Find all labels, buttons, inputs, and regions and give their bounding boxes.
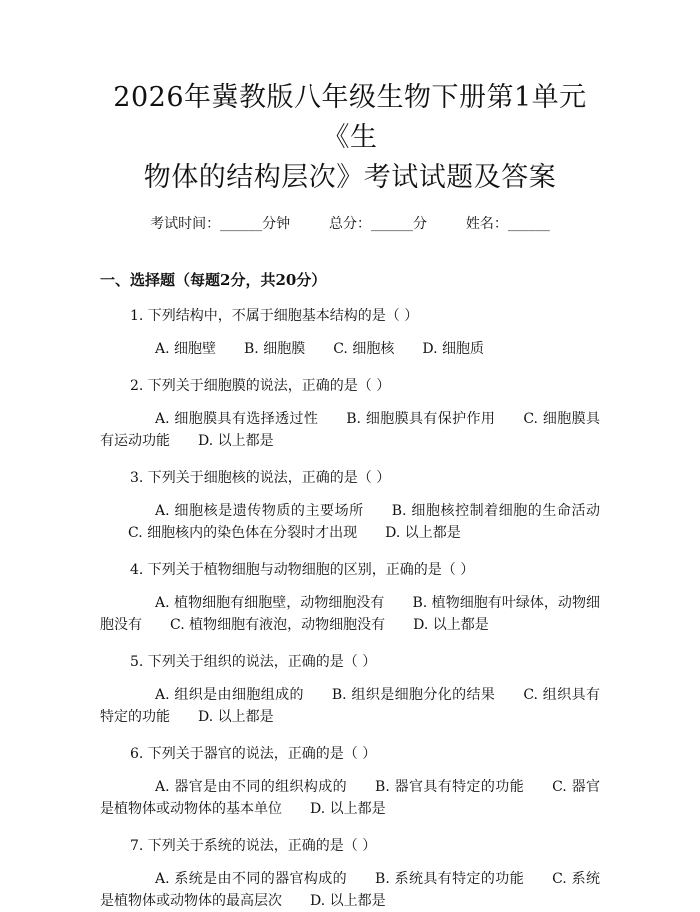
option-a: A. 系统是由不同的器官构成的 bbox=[155, 871, 348, 887]
option-b: B. 系统具有特定的功能 bbox=[375, 871, 525, 887]
student-name-field: 姓名：______ bbox=[465, 216, 550, 232]
option-b: B. 器官具有特定的功能 bbox=[375, 779, 525, 795]
option-d: D. 以上都是 bbox=[413, 617, 489, 633]
option-a: A. 细胞核是遗传物质的主要场所 bbox=[155, 503, 364, 519]
option-c: C. 细胞膜具有运动功能 bbox=[100, 411, 600, 449]
option-d: D. 以上都是 bbox=[385, 525, 461, 541]
option-a: A. 组织是由细胞组成的 bbox=[155, 687, 304, 703]
total-score-field: 总分：______分 bbox=[329, 216, 427, 232]
section-title-choice: 一、选择题（每题2分，共20分） bbox=[100, 271, 327, 289]
option-c: C. 器官是植物体或动物体的基本单位 bbox=[100, 779, 600, 817]
option-a: A. 器官是由不同的组织构成的 bbox=[155, 779, 348, 795]
question-4 bbox=[100, 560, 600, 636]
option-b: B. 细胞膜具有保护作用 bbox=[346, 411, 496, 427]
title-line-1: 2026年冀教版八年级生物下册第1单元《生 bbox=[113, 82, 587, 153]
question-stem: 6. 下列关于器官的说法，正确的是（ ） bbox=[130, 746, 377, 762]
exam-meta bbox=[100, 214, 600, 234]
option-b: B. 细胞膜 bbox=[244, 341, 306, 357]
question-stem: 1. 下列结构中，不属于细胞基本结构的是（ ） bbox=[130, 308, 419, 324]
question-1 bbox=[100, 306, 600, 360]
option-c: C. 细胞核 bbox=[333, 341, 395, 357]
exam-title bbox=[100, 78, 600, 198]
question-options bbox=[100, 776, 600, 820]
option-b: B. 细胞核控制着细胞的生命活动 bbox=[391, 503, 600, 519]
option-d: D. 细胞质 bbox=[422, 341, 484, 357]
option-b: B. 组织是细胞分化的结果 bbox=[331, 687, 496, 703]
option-c: C. 细胞核内的染色体在分裂时才出现 bbox=[128, 525, 358, 541]
option-b: B. 植物细胞有叶绿体，动物细胞没有 bbox=[100, 595, 600, 633]
option-d: D. 以上都是 bbox=[198, 709, 274, 725]
question-options bbox=[100, 868, 600, 912]
question-5 bbox=[100, 652, 600, 728]
question-stem: 7. 下列关于系统的说法，正确的是（ ） bbox=[130, 838, 377, 854]
option-c: C. 组织具有特定的功能 bbox=[100, 687, 600, 725]
question-options bbox=[100, 408, 600, 452]
option-d: D. 以上都是 bbox=[198, 433, 274, 449]
option-d: D. 以上都是 bbox=[310, 801, 386, 817]
question-stem: 4. 下列关于植物细胞与动物细胞的区别，正确的是（ ） bbox=[130, 562, 475, 578]
question-stem: 3. 下列关于细胞核的说法，正确的是（ ） bbox=[130, 470, 391, 486]
question-7 bbox=[100, 836, 600, 912]
option-c: C. 植物细胞有液泡，动物细胞没有 bbox=[170, 617, 386, 633]
option-a: A. 植物细胞有细胞壁，动物细胞没有 bbox=[155, 595, 385, 611]
option-d: D. 以上都是 bbox=[310, 893, 386, 909]
question-options bbox=[100, 592, 600, 636]
exam-time-field: 考试时间：______分钟 bbox=[150, 216, 291, 232]
option-a: A. 细胞壁 bbox=[155, 341, 217, 357]
question-stem: 2. 下列关于细胞膜的说法，正确的是（ ） bbox=[130, 378, 391, 394]
question-2 bbox=[100, 376, 600, 452]
title-line-2: 物体的结构层次》考试试题及答案 bbox=[143, 162, 557, 193]
option-c: C. 系统是植物体或动物体的最高层次 bbox=[100, 871, 600, 909]
question-6 bbox=[100, 744, 600, 820]
question-stem: 5. 下列关于组织的说法，正确的是（ ） bbox=[130, 654, 377, 670]
question-options bbox=[100, 338, 600, 360]
question-options bbox=[100, 684, 600, 728]
question-3 bbox=[100, 468, 600, 544]
question-options bbox=[100, 500, 600, 544]
option-a: A. 细胞膜具有选择透过性 bbox=[155, 411, 319, 427]
